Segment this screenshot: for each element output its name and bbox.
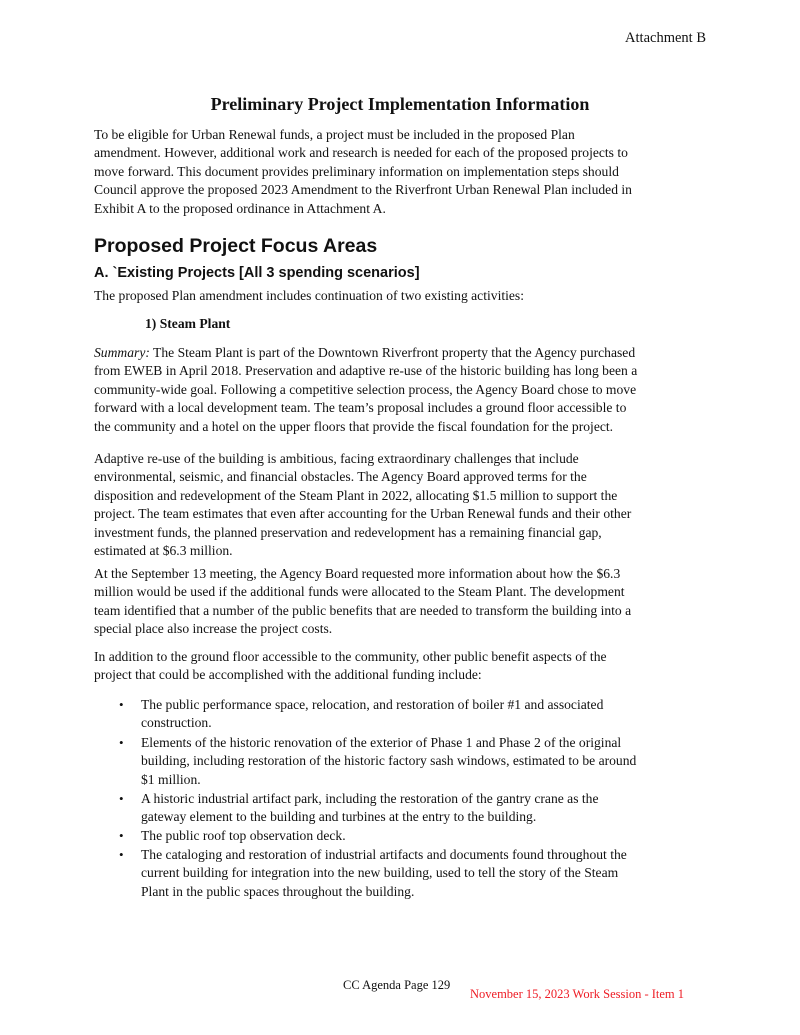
list-item-line: The public performance space, relocation, and restoration of boiler #1 and associated [141,697,604,712]
subsection-heading: A. `Existing Projects [All 3 spending scenarios] [94,265,420,281]
paragraph-line: project. The team estimates that even after accounting for the Urban Renewal funds and their other [94,506,632,522]
paragraph-line: In addition to the ground floor accessible to the community, other public benefit aspects of the [94,649,607,664]
list-item-line: $1 million. [141,771,201,787]
list-item-line: current building for integration into the new building, used to tell the story of the Steam [141,865,619,881]
challenges-paragraph [94,450,631,560]
summary-label: Summary: [94,345,150,360]
list-item-line: building, including restoration of the historic factory sash windows, estimated to be around [141,753,637,769]
paragraph-line: estimated at $6.3 million. [94,543,233,559]
paragraph-line: Exhibit A to the proposed ordinance in Attachment A. [94,200,386,216]
paragraph-line: environmental, seismic, and financial obstacles. The Agency Board approved terms for the [94,469,587,485]
list-item-line: A historic industrial artifact park, including the restoration of the gantry crane as the [141,791,599,806]
benefits-intro-paragraph [94,648,607,685]
item-heading: 1) Steam Plant [145,316,231,331]
paragraph-line: forward with a local development team. The team’s proposal includes a ground floor accessible to [94,400,627,416]
paragraph-line: from EWEB in April 2018. Preservation and adaptive re-use of the historic building has long been a [94,363,638,379]
paragraph-line: move forward. This document provides preliminary information on implementation steps should [94,163,619,179]
summary-paragraph [94,344,637,436]
footer-page-number: CC Agenda Page 129 [343,978,451,992]
list-item-line: construction. [141,715,212,731]
attachment-label: Attachment B [625,30,706,46]
section-heading: Proposed Project Focus Areas [94,235,378,257]
bullet-icon: • [119,847,124,862]
paragraph-line: million would be used if the additional funds were allocated to the Steam Plant. The development [94,584,625,600]
list-item-line: Elements of the historic renovation of the exterior of Phase 1 and Phase 2 of the original [141,735,622,750]
bullet-icon: • [119,791,124,806]
paragraph-line: amendment. However, additional work and research is needed for each of the proposed projects to [94,145,628,161]
paragraph-line: To be eligible for Urban Renewal funds, a project must be included in the proposed Plan [94,127,575,142]
intro-paragraph [94,126,632,218]
paragraph-line: Adaptive re-use of the building is ambitious, facing extraordinary challenges that include [94,451,579,466]
list-item [119,790,599,827]
list-item [119,846,627,901]
list-item [119,827,346,845]
paragraph-line: special place also increase the project costs. [94,621,333,637]
paragraph-line: team identified that a number of the public benefits that are needed to transform the building into a [94,602,632,618]
paragraph-line: the community and a hotel on the upper floors that provide the fiscal foundation for the project. [94,418,614,434]
list-item-line: gateway element to the building and turbines at the entry to the building. [141,809,537,825]
paragraph-line: disposition and redevelopment of the Steam Plant in 2022, allocating $1.5 million to support the [94,487,618,503]
paragraph-line: The Steam Plant is part of the Downtown Riverfront property that the Agency purchased [149,345,636,360]
meeting-paragraph [94,565,631,639]
bullet-icon: • [119,697,124,712]
list-item-line: Plant in the public spaces throughout the building. [141,883,415,899]
paragraph-line: project that could be accomplished with the additional funding include: [94,667,482,683]
list-item [119,696,604,733]
subsection-intro: The proposed Plan amendment includes continuation of two existing activities: [94,288,525,303]
list-item-line: The public roof top observation deck. [141,828,346,843]
footer-session-label: November 15, 2023 Work Session - Item 1 [470,987,685,1001]
paragraph-line: At the September 13 meeting, the Agency Board requested more information about how the $6.3 [94,566,621,581]
list-item-line: The cataloging and restoration of industrial artifacts and documents found throughout the [141,847,627,862]
bullet-icon: • [119,828,124,843]
bullet-icon: • [119,735,124,750]
paragraph-line: investment funds, the planned preservation and redevelopment has a remaining financial gap, [94,524,602,540]
list-item [119,734,637,789]
page-title: Preliminary Project Implementation Information [210,94,590,114]
paragraph-line: Council approve the proposed 2023 Amendment to the Riverfront Urban Renewal Plan included in [94,182,632,198]
paragraph-line: community-wide goal. Following a competitive selection process, the Agency Board chose to move [94,381,637,397]
